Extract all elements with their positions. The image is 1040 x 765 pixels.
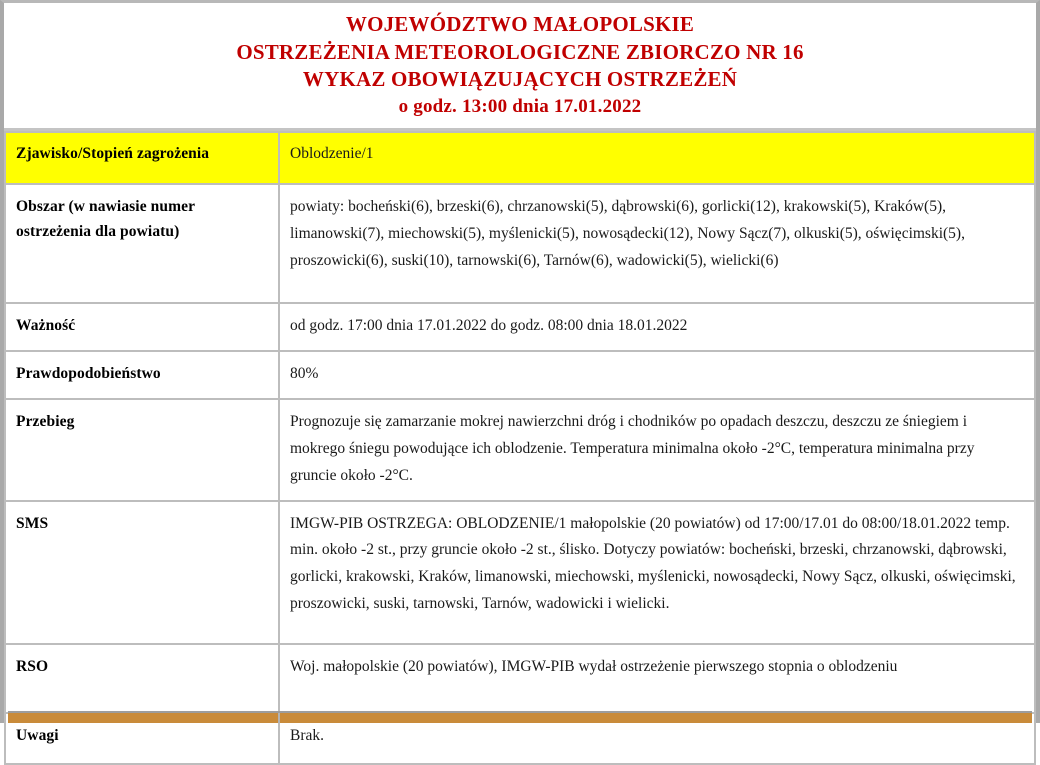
document-header xyxy=(4,3,1036,131)
cropped-column-divider xyxy=(278,713,280,723)
row-label-notes: Uwagi xyxy=(5,713,279,764)
warnings-table xyxy=(4,131,1036,764)
header-line-warning-number: OSTRZEŻENIA METEOROLOGICZNE ZBIORCZO NR 16 xyxy=(236,39,804,64)
table-row xyxy=(5,184,1035,303)
row-label-validity: Ważność xyxy=(5,303,279,351)
table-row xyxy=(5,644,1035,713)
row-value-probability: 80% xyxy=(279,351,1035,399)
row-value-validity: od godz. 17:00 dnia 17.01.2022 do godz. 08:00 dnia 18.01.2022 xyxy=(279,303,1035,351)
table-row xyxy=(5,351,1035,399)
row-label-probability: Prawdopodobieństwo xyxy=(5,351,279,399)
table-row xyxy=(5,399,1035,500)
header-line-voivodeship: WOJEWÓDZTWO MAŁOPOLSKIE xyxy=(345,12,695,36)
row-label-area: Obszar (w nawiasie numer ostrzeżenia dla powiatu) xyxy=(5,184,279,303)
row-label-sms: SMS xyxy=(5,501,279,644)
header-line-timestamp: o godz. 13:00 dnia 17.01.2022 xyxy=(398,96,642,118)
table-row xyxy=(5,501,1035,644)
table-row xyxy=(5,303,1035,351)
row-label-phenomenon: Zjawisko/Stopień zagrożenia xyxy=(5,132,279,184)
row-value-sms: IMGW-PIB OSTRZEGA: OBLODZENIE/1 małopolskie (20 powiatów) od 17:00/17.01 do 08:00/18.01.2022 temp. min. około -2 st., przy gruncie około -2 st., ślisko. Dotyczy powiatów: bocheński, brzeski, chrzanowski, dąbrowski, gorlicki, krakowski, Kraków, limanowski, miechowski, myślenicki, nowosądecki, Nowy Sącz, olkuski, oświęcimski, proszowicki, suski, tarnowski, Tarnów, wadowicki i wielicki. xyxy=(279,501,1035,644)
warnings-table-body xyxy=(5,132,1035,763)
row-value-phenomenon: Oblodzenie/1 xyxy=(279,132,1035,184)
row-label-rso: RSO xyxy=(5,644,279,713)
cropped-next-row-strip xyxy=(8,711,1032,723)
table-row xyxy=(5,132,1035,184)
row-value-rso: Woj. małopolskie (20 powiatów), IMGW-PIB wydał ostrzeżenie pierwszego stopnia o oblodzeniu xyxy=(279,644,1035,713)
row-value-area: powiaty: bocheński(6), brzeski(6), chrzanowski(5), dąbrowski(6), gorlicki(12), krakowski(5), Kraków(5), limanowski(7), miechowski(5), myślenicki(5), nowosądecki(12), Nowy Sącz(7), olkuski(5), oświęcimski(5), proszowicki(6), suski(10), tarnowski(6), Tarnów(6), wadowicki(5), wielicki(6) xyxy=(279,184,1035,303)
header-line-listing: WYKAZ OBOWIĄZUJĄCYCH OSTRZEŻEŃ xyxy=(302,67,738,92)
row-label-course: Przebieg xyxy=(5,399,279,500)
row-value-notes: Brak. xyxy=(279,713,1035,764)
row-value-course: Prognozuje się zamarzanie mokrej nawierzchni dróg i chodników po opadach deszczu, deszczu ze śniegiem i mokrego śniegu powodujące ich oblodzenie. Temperatura minimalna około -2°C, temperatura minimalna przy gruncie około -2°C. xyxy=(279,399,1035,500)
